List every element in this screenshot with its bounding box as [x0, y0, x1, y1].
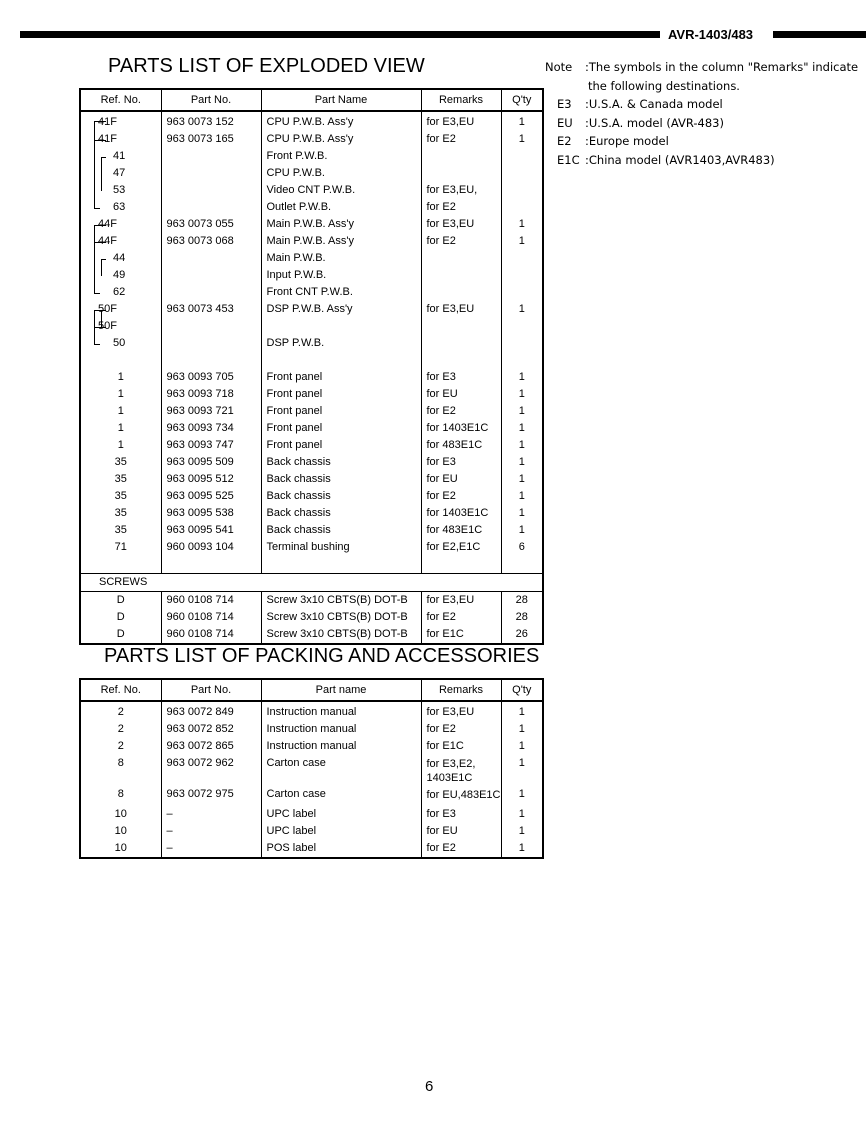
model-title: AVR-1403/483 [668, 27, 754, 42]
qty-cell [501, 165, 543, 182]
remarks-cell: for E2 [421, 233, 501, 250]
part-no-cell: 963 0073 055 [161, 216, 261, 233]
ref-no-cell: 35 [80, 454, 161, 471]
ref-no-cell [80, 352, 161, 369]
col-part-no: Part No. [161, 679, 261, 701]
qty-cell: 1 [501, 233, 543, 250]
part-no-cell: 963 0093 747 [161, 437, 261, 454]
note-desc: :U.S.A. & Canada model [585, 97, 723, 111]
ref-no-cell: 35 [80, 505, 161, 522]
qty-cell [501, 318, 543, 335]
remarks-cell: for E3 [421, 806, 501, 823]
table-row [80, 318, 543, 335]
note-item [545, 151, 865, 170]
part-name-cell: Screw 3x10 CBTS(B) DOT-B [261, 609, 421, 626]
part-name-cell: Front P.W.B. [261, 148, 421, 165]
table-row [80, 111, 543, 131]
remarks-cell: for E3 [421, 369, 501, 386]
bracket-line [101, 310, 102, 327]
col-ref-no: Ref. No. [80, 679, 161, 701]
ref-no-cell: D [80, 609, 161, 626]
remarks-cell: for 1403E1C [421, 505, 501, 522]
part-name-cell: Front panel [261, 437, 421, 454]
remarks-cell [421, 335, 501, 352]
part-name-cell: Back chassis [261, 522, 421, 539]
remarks-cell: for E3,EU [421, 592, 501, 610]
remarks-cell [421, 352, 501, 369]
qty-cell: 1 [501, 131, 543, 148]
table-row [80, 823, 543, 840]
note-intro-line-2: the following destinations. [588, 78, 740, 93]
part-no-cell: – [161, 806, 261, 823]
part-no-cell: 960 0093 104 [161, 539, 261, 556]
part-name-cell: Front panel [261, 420, 421, 437]
remarks-cell: for E3,EU [421, 111, 501, 131]
qty-cell: 1 [501, 454, 543, 471]
table-row [80, 335, 543, 352]
qty-cell [501, 199, 543, 216]
part-name-cell: Front CNT P.W.B. [261, 284, 421, 301]
part-no-cell [161, 556, 261, 574]
ref-no-cell: 63 [80, 199, 161, 216]
remarks-cell: for 483E1C [421, 522, 501, 539]
part-no-cell [161, 284, 261, 301]
table-row [80, 609, 543, 626]
part-no-cell [161, 352, 261, 369]
table-row [80, 250, 543, 267]
qty-cell: 1 [501, 471, 543, 488]
screws-label: SCREWS [80, 574, 543, 592]
part-no-cell: 963 0073 453 [161, 301, 261, 318]
bracket-line [94, 121, 106, 122]
bracket-line [94, 242, 106, 243]
qty-cell: 1 [501, 216, 543, 233]
ref-no-cell: 1 [80, 403, 161, 420]
qty-cell: 26 [501, 626, 543, 644]
part-no-cell: 963 0093 718 [161, 386, 261, 403]
bracket-line [94, 140, 106, 141]
part-name-cell [261, 556, 421, 574]
part-name-cell: Video CNT P.W.B. [261, 182, 421, 199]
part-no-cell: 963 0093 721 [161, 403, 261, 420]
part-name-cell: DSP P.W.B. [261, 335, 421, 352]
part-no-cell: 963 0095 525 [161, 488, 261, 505]
part-name-cell [261, 318, 421, 335]
col-part-name: Part Name [261, 89, 421, 111]
table-row [80, 437, 543, 454]
qty-cell [501, 284, 543, 301]
col-ref-no: Ref. No. [80, 89, 161, 111]
bracket-line [94, 225, 106, 226]
remarks-cell: for 483E1C [421, 437, 501, 454]
part-no-cell: 963 0095 541 [161, 522, 261, 539]
exploded-view-title: PARTS LIST OF EXPLODED VIEW [108, 55, 425, 77]
part-no-cell [161, 182, 261, 199]
table-row [80, 626, 543, 644]
ref-no-cell: 49 [80, 267, 161, 284]
part-name-cell: CPU P.W.B. [261, 165, 421, 182]
remarks-cell: for E2 [421, 403, 501, 420]
ref-no-cell: 53 [80, 182, 161, 199]
table-row [80, 786, 543, 806]
table-row [80, 701, 543, 721]
ref-no-cell: 62 [80, 284, 161, 301]
part-no-cell: 963 0072 849 [161, 701, 261, 721]
bracket-line [101, 310, 106, 311]
part-no-cell: 963 0072 852 [161, 721, 261, 738]
remarks-cell: for E3,EU, [421, 182, 501, 199]
table-row [80, 148, 543, 165]
remarks-cell: for E1C [421, 626, 501, 644]
part-name-cell: Terminal bushing [261, 539, 421, 556]
note-desc: :China model (AVR1403,AVR483) [585, 152, 775, 167]
table-row [80, 301, 543, 318]
part-name-cell: Carton case [261, 755, 421, 786]
part-name-cell: Main P.W.B. [261, 250, 421, 267]
part-name-cell: POS label [261, 840, 421, 858]
part-no-cell: 963 0072 975 [161, 786, 261, 806]
part-name-cell: Front panel [261, 386, 421, 403]
table-row [80, 505, 543, 522]
qty-cell: 1 [501, 301, 543, 318]
table-row [80, 165, 543, 182]
table-header-row [80, 89, 543, 111]
note-intro-line-1: :The symbols in the column "Remarks" indicate [585, 60, 859, 74]
note-code: E2 [557, 134, 572, 148]
ref-no-cell: 1 [80, 437, 161, 454]
table-row [80, 284, 543, 301]
table-row [80, 131, 543, 148]
remarks-cell: for E2 [421, 840, 501, 858]
bracket-line [94, 344, 100, 345]
note-item [545, 95, 865, 114]
note-item [545, 132, 865, 151]
part-no-cell: – [161, 823, 261, 840]
qty-cell: 1 [501, 437, 543, 454]
note-item [545, 114, 865, 133]
qty-cell: 1 [501, 823, 543, 840]
qty-cell: 1 [501, 488, 543, 505]
qty-cell [501, 352, 543, 369]
remarks-cell: for E2 [421, 131, 501, 148]
exploded-parts-table [79, 88, 544, 645]
ref-no-cell: 41 [80, 148, 161, 165]
part-no-cell [161, 335, 261, 352]
bracket-line [101, 157, 102, 191]
part-no-cell [161, 267, 261, 284]
ref-no-cell: 1 [80, 420, 161, 437]
ref-no-cell: 35 [80, 522, 161, 539]
part-name-cell: Instruction manual [261, 701, 421, 721]
table-row [80, 488, 543, 505]
qty-cell: 1 [501, 369, 543, 386]
ref-no-cell: 35 [80, 488, 161, 505]
remarks-cell: for E2 [421, 488, 501, 505]
part-name-cell: UPC label [261, 823, 421, 840]
remarks-cell: for EU [421, 471, 501, 488]
ref-no-cell: 10 [80, 806, 161, 823]
destination-note [545, 58, 865, 169]
bracket-line [94, 327, 106, 328]
qty-cell [501, 556, 543, 574]
table-row [80, 556, 543, 574]
remarks-cell: for EU [421, 386, 501, 403]
table-row [80, 454, 543, 471]
part-name-cell: Front panel [261, 403, 421, 420]
ref-no-cell [80, 556, 161, 574]
col-qty: Q'ty [501, 679, 543, 701]
qty-cell: 28 [501, 592, 543, 610]
page-number: 6 [425, 1078, 434, 1095]
part-no-cell: 963 0095 538 [161, 505, 261, 522]
part-name-cell: Instruction manual [261, 738, 421, 755]
qty-cell: 1 [501, 806, 543, 823]
part-name-cell: Back chassis [261, 471, 421, 488]
ref-no-cell: 1 [80, 386, 161, 403]
part-no-cell: 963 0073 165 [161, 131, 261, 148]
qty-cell: 1 [501, 386, 543, 403]
part-no-cell: 963 0093 705 [161, 369, 261, 386]
qty-cell [501, 148, 543, 165]
part-name-cell [261, 352, 421, 369]
bracket-line [101, 259, 102, 276]
part-no-cell: 963 0073 068 [161, 233, 261, 250]
qty-cell [501, 250, 543, 267]
ref-no-cell: D [80, 626, 161, 644]
remarks-cell: for E2 [421, 199, 501, 216]
ref-no-cell: 71 [80, 539, 161, 556]
part-no-cell: 963 0072 865 [161, 738, 261, 755]
part-no-cell: 960 0108 714 [161, 626, 261, 644]
part-no-cell: – [161, 840, 261, 858]
qty-cell: 1 [501, 755, 543, 786]
part-no-cell: 963 0072 962 [161, 755, 261, 786]
ref-no-cell: 41F [80, 111, 161, 131]
ref-no-cell: 50F [80, 318, 161, 335]
part-no-cell [161, 148, 261, 165]
qty-cell: 28 [501, 609, 543, 626]
remarks-cell: for E3,EU [421, 701, 501, 721]
table-row [80, 721, 543, 738]
part-name-cell: Main P.W.B. Ass'y [261, 233, 421, 250]
remarks-cell [421, 556, 501, 574]
table-row [80, 592, 543, 610]
bracket-line [94, 208, 100, 209]
table-row [80, 539, 543, 556]
ref-no-cell: 10 [80, 823, 161, 840]
ref-no-cell: 10 [80, 840, 161, 858]
part-no-cell: 960 0108 714 [161, 592, 261, 610]
part-no-cell: 963 0093 734 [161, 420, 261, 437]
part-name-cell: DSP P.W.B. Ass'y [261, 301, 421, 318]
ref-no-cell: 1 [80, 369, 161, 386]
qty-cell: 6 [501, 539, 543, 556]
qty-cell: 1 [501, 701, 543, 721]
note-desc: :U.S.A. model (AVR-483) [585, 115, 724, 130]
qty-cell: 1 [501, 111, 543, 131]
remarks-cell: for 1403E1C [421, 420, 501, 437]
remarks-cell: for EU [421, 823, 501, 840]
bracket-line [101, 259, 106, 260]
table-row [80, 369, 543, 386]
qty-cell [501, 335, 543, 352]
part-name-cell: Back chassis [261, 488, 421, 505]
remarks-cell: for E2,E1C [421, 539, 501, 556]
ref-no-cell: 44F [80, 233, 161, 250]
bracket-line [94, 121, 95, 208]
table-row [80, 403, 543, 420]
ref-no-cell: 2 [80, 701, 161, 721]
remarks-cell: for E2 [421, 609, 501, 626]
part-name-cell: Main P.W.B. Ass'y [261, 216, 421, 233]
table-row [80, 420, 543, 437]
packing-parts-table [79, 678, 544, 859]
part-name-cell: Front panel [261, 369, 421, 386]
header-rule-left [20, 31, 660, 38]
table-row [80, 216, 543, 233]
part-no-cell [161, 318, 261, 335]
part-no-cell [161, 199, 261, 216]
part-no-cell [161, 250, 261, 267]
ref-no-cell: 41F [80, 131, 161, 148]
qty-cell: 1 [501, 786, 543, 806]
part-name-cell: Screw 3x10 CBTS(B) DOT-B [261, 626, 421, 644]
remarks-cell: for E1C [421, 738, 501, 755]
table-row [80, 755, 543, 786]
ref-no-cell: 50 [80, 335, 161, 352]
remarks-cell: for E3 [421, 454, 501, 471]
col-remarks: Remarks [421, 679, 501, 701]
ref-no-cell: 47 [80, 165, 161, 182]
qty-cell: 1 [501, 522, 543, 539]
bracket-line [101, 157, 106, 158]
bracket-line [94, 293, 100, 294]
ref-no-cell: 2 [80, 738, 161, 755]
part-name-cell: Back chassis [261, 454, 421, 471]
table-row [80, 386, 543, 403]
table-row [80, 806, 543, 823]
table-row [80, 522, 543, 539]
packing-title: PARTS LIST OF PACKING AND ACCESSORIES [104, 645, 540, 667]
remarks-cell: for E2 [421, 721, 501, 738]
qty-cell: 1 [501, 721, 543, 738]
table-row [80, 471, 543, 488]
part-name-cell: Carton case [261, 786, 421, 806]
remarks-cell [421, 148, 501, 165]
note-code: EU [557, 115, 573, 130]
table-row [80, 352, 543, 369]
part-name-cell: Back chassis [261, 505, 421, 522]
table-row [80, 182, 543, 199]
qty-cell: 1 [501, 738, 543, 755]
col-remarks: Remarks [421, 89, 501, 111]
col-part-name: Part name [261, 679, 421, 701]
qty-cell: 1 [501, 420, 543, 437]
table-row [80, 738, 543, 755]
part-no-cell [161, 165, 261, 182]
remarks-cell: for E3,EU [421, 301, 501, 318]
part-name-cell: CPU P.W.B. Ass'y [261, 131, 421, 148]
table-row [80, 840, 543, 858]
col-qty: Q'ty [501, 89, 543, 111]
ref-no-cell: 35 [80, 471, 161, 488]
screws-section-header [80, 574, 543, 592]
note-desc: :Europe model [585, 134, 669, 148]
header-rule-right [773, 31, 866, 38]
remarks-cell [421, 318, 501, 335]
remarks-cell [421, 250, 501, 267]
remarks-cell: for EU,483E1C [421, 786, 501, 806]
ref-no-cell: D [80, 592, 161, 610]
part-name-cell: Screw 3x10 CBTS(B) DOT-B [261, 592, 421, 610]
qty-cell: 1 [501, 840, 543, 858]
ref-no-cell: 8 [80, 786, 161, 806]
ref-no-cell: 2 [80, 721, 161, 738]
remarks-cell: for E3,EU [421, 216, 501, 233]
qty-cell [501, 267, 543, 284]
bracket-line [94, 225, 95, 293]
part-no-cell: 963 0095 512 [161, 471, 261, 488]
remarks-cell: for E3,E2, 1403E1C [421, 755, 501, 786]
qty-cell [501, 182, 543, 199]
col-part-no: Part No. [161, 89, 261, 111]
part-name-cell: CPU P.W.B. Ass'y [261, 111, 421, 131]
qty-cell: 1 [501, 505, 543, 522]
part-no-cell: 960 0108 714 [161, 609, 261, 626]
table-row [80, 233, 543, 250]
note-code: E1C [557, 152, 580, 167]
ref-no-cell: 44F [80, 216, 161, 233]
ref-no-cell: 44 [80, 250, 161, 267]
ref-no-cell: 50F [80, 301, 161, 318]
part-no-cell: 963 0095 509 [161, 454, 261, 471]
part-name-cell: UPC label [261, 806, 421, 823]
note-label: Note [545, 60, 573, 74]
part-name-cell: Input P.W.B. [261, 267, 421, 284]
ref-no-cell: 8 [80, 755, 161, 786]
note-code: E3 [557, 97, 572, 111]
table-row [80, 267, 543, 284]
table-header-row [80, 679, 543, 701]
remarks-cell [421, 267, 501, 284]
part-name-cell: Instruction manual [261, 721, 421, 738]
table-row [80, 199, 543, 216]
part-no-cell: 963 0073 152 [161, 111, 261, 131]
qty-cell: 1 [501, 403, 543, 420]
remarks-cell [421, 165, 501, 182]
part-name-cell: Outlet P.W.B. [261, 199, 421, 216]
remarks-cell [421, 284, 501, 301]
